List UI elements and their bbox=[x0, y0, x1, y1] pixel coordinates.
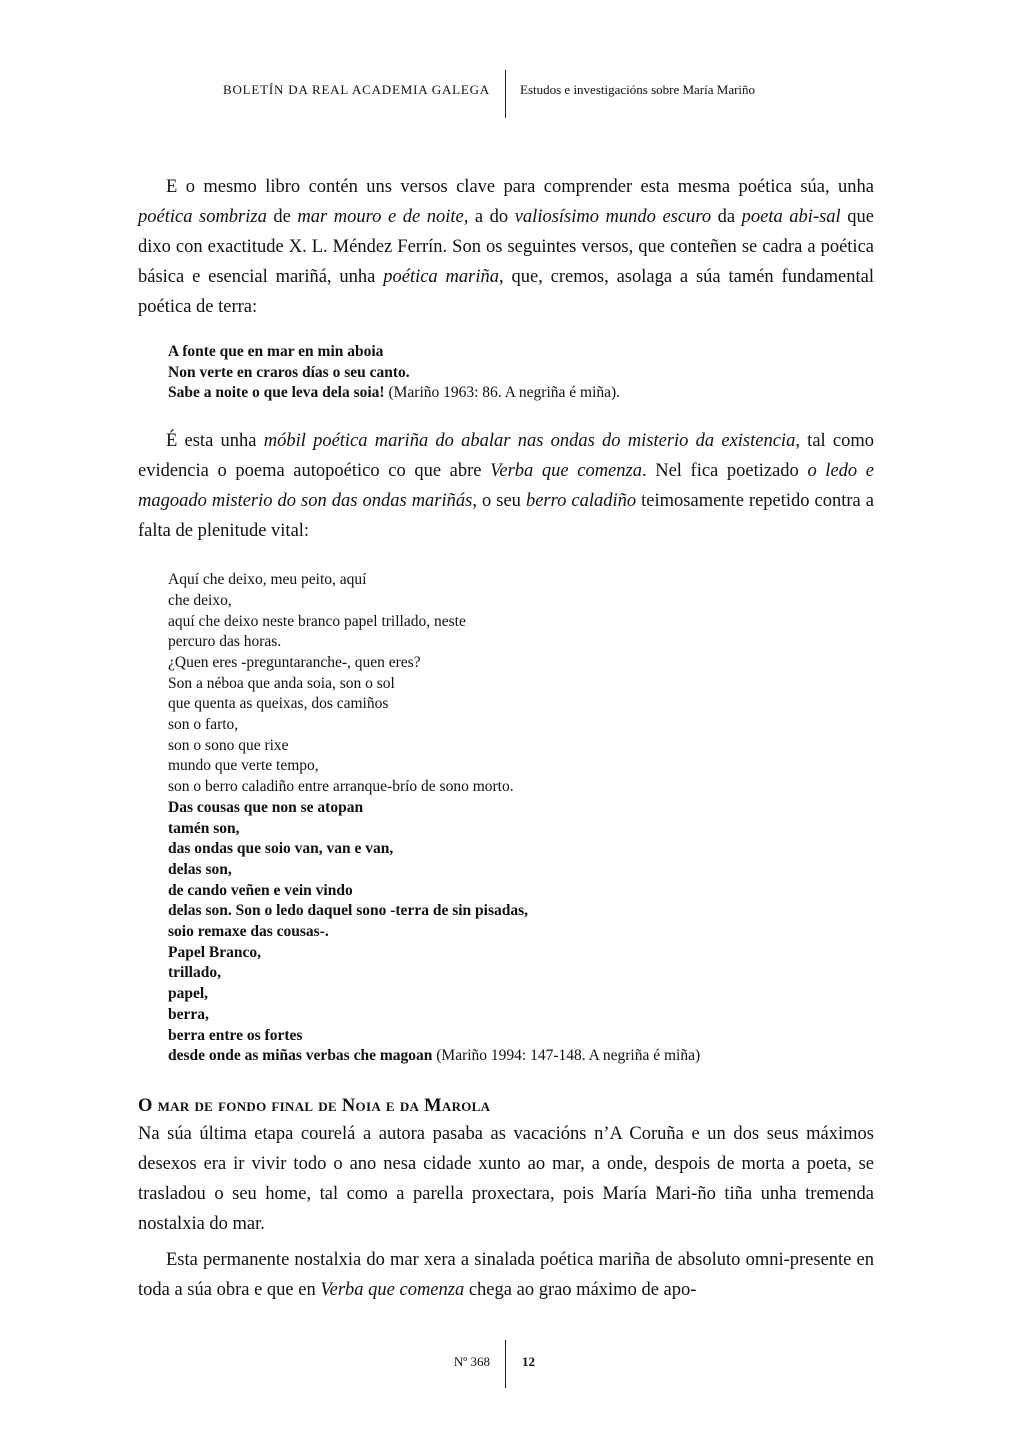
bold-verse: das ondas que soio van, van e van, bbox=[168, 840, 394, 858]
italic-text: o ledo e magoado misterio do son das ondas mariñás bbox=[138, 461, 874, 512]
verse-quote-1 bbox=[138, 342, 874, 404]
italic-text: Verba que comenza bbox=[490, 461, 642, 482]
text: teimosamente repetido contra a falta de plenitude vital: bbox=[138, 491, 874, 542]
verse-line-bold bbox=[168, 963, 874, 984]
citation: (Mariño 1963: 86. A negriña é miña). bbox=[384, 384, 621, 402]
bold-verse: desde onde as miñas verbas che magoan bbox=[168, 1047, 433, 1065]
verse-line bbox=[168, 383, 874, 404]
verse-line: ¿Quen eres -preguntaranche-, quen eres? bbox=[168, 653, 421, 671]
verse-line: aquí che deixo neste branco papel trillado, neste bbox=[168, 612, 466, 630]
italic-text: móbil poética mariña do abalar nas ondas do misterio da existencia bbox=[263, 431, 796, 452]
verse-line-bold bbox=[168, 901, 874, 922]
page-footer bbox=[0, 1340, 1010, 1388]
verse-line: son o sono que rixe bbox=[168, 736, 289, 754]
bold-verse: soio remaxe das cousas-. bbox=[168, 923, 329, 941]
italic-text: Verba que comenza bbox=[320, 1279, 465, 1300]
text: da bbox=[711, 207, 742, 227]
verse-line: son o berro caladiño entre arranque-brío de sono morto. bbox=[168, 778, 514, 796]
citation: (Mariño 1994: 147-148. A negriña é miña) bbox=[432, 1047, 701, 1065]
text: que dixo con exactitude X. L. Méndez Ferrín. Son os seguintes versos, que conteñen se cadra a poética básica e esencial mariñá, unha bbox=[138, 207, 874, 287]
italic-text: valiosísimo mundo escuro bbox=[514, 207, 712, 227]
verse-line: que quenta as queixas, dos camiños bbox=[168, 695, 389, 713]
paragraph-1 bbox=[138, 172, 874, 322]
verse-line-bold bbox=[168, 839, 874, 860]
verse-line: son o farto, bbox=[168, 716, 239, 734]
bold-verse: trillado, bbox=[168, 964, 221, 982]
verse-line-bold bbox=[168, 881, 874, 902]
text: de bbox=[266, 207, 298, 227]
text: É esta unha bbox=[166, 431, 264, 452]
bold-verse: Sabe a noite o que leva dela soia! bbox=[168, 384, 385, 402]
verse-line-bold bbox=[168, 943, 874, 964]
italic-text: berro caladiño bbox=[525, 491, 637, 512]
verse-line-bold bbox=[168, 1046, 874, 1067]
bold-verse: berra, bbox=[168, 1005, 209, 1023]
verse-line: Aquí che deixo, meu peito, aquí bbox=[168, 571, 367, 589]
verse-line-bold bbox=[168, 1026, 874, 1047]
journal-title: BOLETÍN DA REAL ACADEMIA GALEGA bbox=[223, 82, 490, 97]
verse-line bbox=[168, 342, 874, 363]
italic-text: poética mariña bbox=[383, 267, 499, 287]
bold-verse: Das cousas que non se atopan bbox=[168, 798, 364, 816]
verse-line: Son a néboa que anda soia, son o sol bbox=[168, 674, 395, 692]
bold-verse: delas son. Son o ledo daquel sono -terra de sin pisadas, bbox=[168, 902, 529, 920]
bold-verse: A fonte que en mar en min aboia bbox=[168, 343, 384, 360]
verse-line-bold bbox=[168, 860, 874, 881]
italic-text: poeta abi-sal bbox=[741, 207, 841, 227]
verse-line: mundo que verte tempo, bbox=[168, 757, 319, 775]
issue-number: Nº 368 bbox=[453, 1354, 490, 1369]
bold-verse: de cando veñen e vein vindo bbox=[168, 881, 353, 899]
verse-line-bold bbox=[168, 922, 874, 943]
text: , a do bbox=[463, 207, 515, 227]
page-body bbox=[138, 172, 874, 1305]
section-heading: O mar de fondo final de Noia e da Marola bbox=[138, 1095, 491, 1116]
text: Esta permanente nostalxia do mar xera a sinalada poética mariña de absoluto omni-presente en toda a súa obra e que en bbox=[138, 1249, 874, 1300]
bold-verse: tamén son, bbox=[168, 819, 240, 837]
section-title-header: Estudos e investigacións sobre María Mariño bbox=[520, 82, 756, 97]
paragraph-4 bbox=[138, 1245, 874, 1305]
paragraph-3: Na súa última etapa courelá a autora pasaba as vacacións n’A Coruña e un dos seus máximos desexos era ir vivir todo o ano nesa cidade xunto ao mar, a onde, despois de morta a poeta, se trasladou o seu home, tal como a parella proxectara, pois María Mari-ño tiña unha tremenda nostalxia do mar. bbox=[138, 1123, 874, 1234]
verse-line-bold bbox=[168, 1005, 874, 1026]
verse-line: percuro das horas. bbox=[168, 633, 282, 651]
italic-text: mar mouro e de noite bbox=[297, 207, 464, 227]
header-divider bbox=[505, 70, 506, 118]
text: , que, cremos, asolaga a súa tamén fundamental poética de terra: bbox=[138, 267, 874, 317]
text: , tal como evidencia o poema autopoético co que abre bbox=[138, 431, 874, 482]
verse-line-bold bbox=[168, 798, 874, 819]
verse-line bbox=[168, 363, 874, 384]
verse-line-bold bbox=[168, 984, 874, 1005]
bold-verse: berra entre os fortes bbox=[168, 1026, 303, 1044]
text: E o mesmo libro contén uns versos clave para comprender esta mesma poética súa, unha bbox=[166, 177, 874, 197]
verse-line: che deixo, bbox=[168, 591, 232, 609]
paragraph-2 bbox=[138, 426, 874, 546]
page-header bbox=[0, 66, 1010, 118]
footer-divider bbox=[505, 1340, 506, 1388]
bold-verse: delas son, bbox=[168, 860, 232, 878]
text: chega ao grao máximo de apo- bbox=[464, 1279, 697, 1300]
italic-text: poética sombriza bbox=[138, 207, 267, 227]
bold-verse: Non verte en craros días o seu canto. bbox=[168, 363, 410, 381]
verse-quote-2 bbox=[138, 570, 874, 1067]
page-number: 12 bbox=[522, 1354, 535, 1369]
verse-line-bold bbox=[168, 819, 874, 840]
text: . Nel fica poetizado bbox=[641, 461, 808, 482]
bold-verse: papel, bbox=[168, 985, 209, 1003]
text: , o seu bbox=[472, 491, 526, 512]
bold-verse: Papel Branco, bbox=[168, 943, 261, 961]
